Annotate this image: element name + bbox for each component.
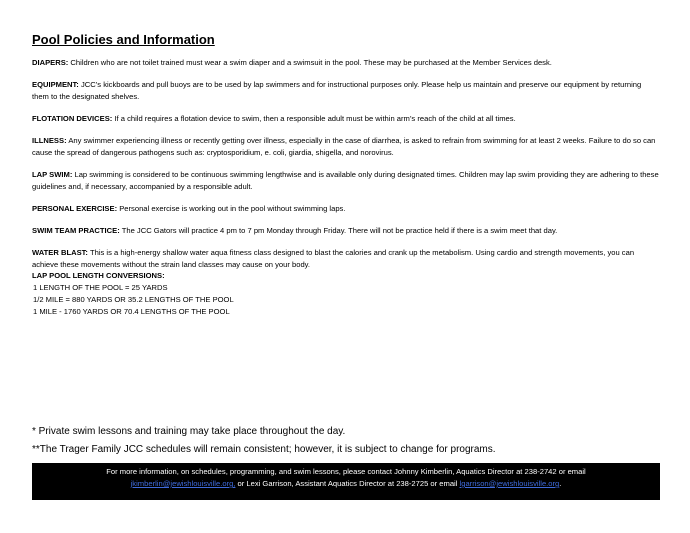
conversion-line: 1 MILE - 1760 YARDS OR 70.4 LENGTHS OF THE POOL [33,307,230,316]
policy-diapers [32,57,660,69]
policy-list [32,57,660,281]
policy-water-blast [32,247,660,271]
policy-text: This is a high-energy shallow water aqua fitness class designed to blast the calories and crank up the metabolism. Using cardio and strength movements, you can achieve these movements without the strain land classes may cause on your body. [32,248,635,269]
policy-label: ILLNESS: [32,136,67,145]
lap-pool-conversions [32,270,234,318]
policy-personal-exercise [32,203,660,215]
footnotes [32,423,496,459]
policy-text: The JCC Gators will practice 4 pm to 7 pm Monday through Friday. There will not be practice held if there is a swim meet that day. [121,226,558,235]
conversions-title: LAP POOL LENGTH CONVERSIONS: [32,271,165,280]
footer-contact-line-2 [32,478,660,490]
footer-middle-text: or Lexi Garrison, Assistant Aquatics Director at 238-2725 or email [235,479,460,488]
footnote-schedules: **The Trager Family JCC schedules will remain consistent; however, it is subject to change for programs. [32,444,496,455]
policy-text: Children who are not toilet trained must wear a swim diaper and a swimsuit in the pool. These may be purchased at the Member Services desk. [70,58,552,67]
footer-contact-line: For more information, on schedules, programming, and swim lessons, please contact Johnny Kimberlin, Aquatics Director at 238-2742 or email [106,467,586,476]
policy-label: SWIM TEAM PRACTICE: [32,226,120,235]
policy-text: Any swimmer experiencing illness or recently getting over illness, especially in the case of diarrhea, is asked to refrain from swimming for at least 2 weeks. Failure to do so can cause the spread of dangerous pathogens such as: cryptosporidium, e. coli, giardia, shigella, and norovirus. [32,136,656,157]
policy-label: LAP SWIM: [32,170,73,179]
email-link-jkimberlin[interactable]: jkimberlin@jewishlouisville.org, [130,479,236,488]
contact-footer [32,463,660,500]
policy-label: WATER BLAST: [32,248,88,257]
policy-swim-team-practice [32,225,660,237]
policy-label: DIAPERS: [32,58,69,67]
policy-flotation-devices [32,113,660,125]
conversion-line: 1/2 MILE = 880 YARDS OR 35.2 LENGTHS OF THE POOL [33,295,234,304]
footnote-lessons: * Private swim lessons and training may take place throughout the day. [32,426,346,437]
email-link-lgarrison[interactable]: lgarrison@jewishlouisville.org [459,479,560,488]
policy-label: FLOTATION DEVICES: [32,114,113,123]
conversion-line: 1 LENGTH OF THE POOL = 25 YARDS [33,283,168,292]
policy-lap-swim [32,169,660,193]
footer-end-punct: . [559,479,562,488]
policy-text: Personal exercise is working out in the pool without swimming laps. [119,204,346,213]
policy-label: EQUIPMENT: [32,80,79,89]
policy-label: PERSONAL EXERCISE: [32,204,118,213]
policy-illness [32,135,660,159]
policy-equipment [32,79,660,103]
policy-text: Lap swimming is considered to be continuous swimming lengthwise and is available only during designated times. Children may lap swim providing they are adhering to these guidelines and, if necessary, accompanied by a responsible adult. [32,170,659,191]
policy-text: If a child requires a flotation device to swim, then a responsible adult must be within arm’s reach of the child at all times. [114,114,516,123]
page-title: Pool Policies and Information [32,32,215,47]
policy-text: JCC’s kickboards and pull buoys are to be used by lap swimmers and for instructional purposes only. Please help us maintain and preserve our equipment by returning them to the designated shelves. [32,80,642,101]
